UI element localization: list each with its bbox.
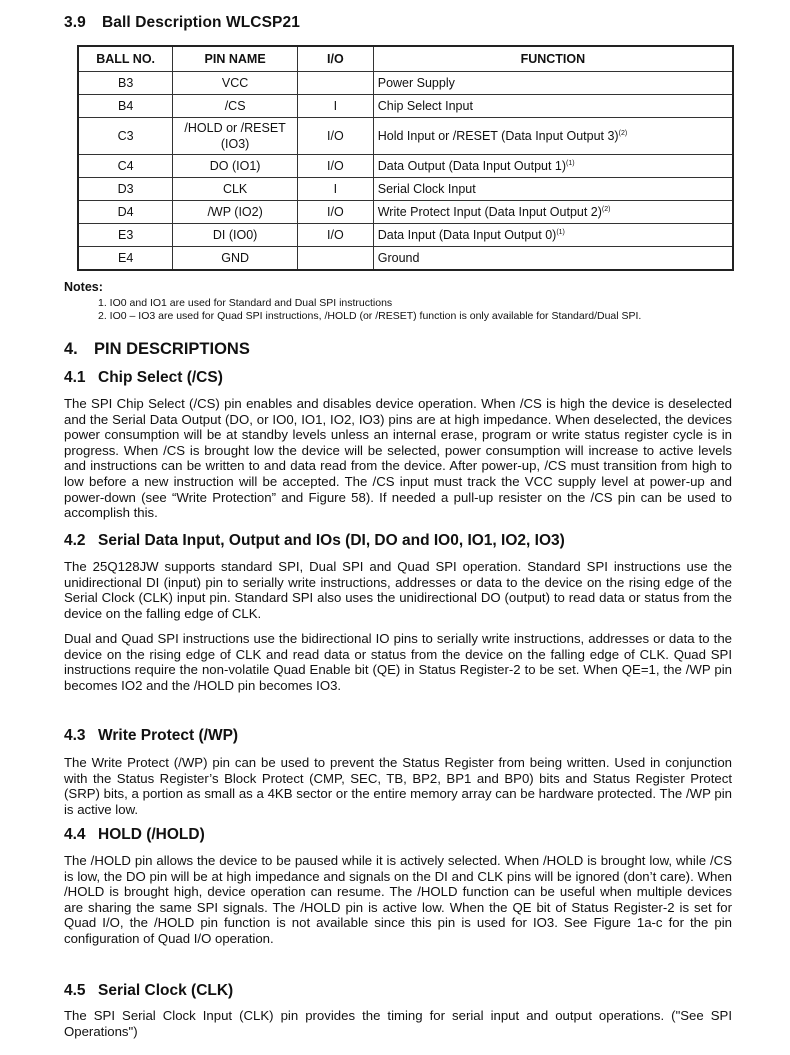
section-number: 4.3: [64, 727, 86, 744]
section-4-1-heading: [64, 369, 223, 387]
section-number: 3.9: [64, 14, 86, 31]
function-cell: [373, 72, 733, 95]
ball-cell: D3: [78, 178, 173, 201]
footnote-ref: (2): [601, 205, 611, 213]
table-row: [78, 95, 733, 118]
note-item: 1. IO0 and IO1 are used for Standard and Dual SPI instructions: [98, 297, 393, 309]
io-cell: I: [297, 178, 373, 201]
function-text: Power Supply: [377, 76, 455, 90]
paragraph-serial-clock: The SPI Serial Clock Input (CLK) pin provides the timing for serial input and output operations. ("See SPI Operations"): [64, 1008, 732, 1039]
ball-cell: D4: [78, 201, 173, 224]
paragraph-serial-data-2: Dual and Quad SPI instructions use the bidirectional IO pins to serially write instructions, addresses or data to the device on the rising edge of CLK and read data or status from the device on the falling edge of CLK. Quad SPI instructions require the non-volatile Quad Enable bit (QE) in Status Register-2 to be set. When QE=1, the /WP pin becomes IO2 and the /HOLD pin becomes IO3.: [64, 631, 732, 693]
note-item: 2. IO0 – IO3 are used for Quad SPI instructions, /HOLD (or /RESET) function is only available for Standard/Dual SPI.: [98, 309, 642, 322]
pin-cell: CLK: [173, 178, 298, 201]
io-cell: [297, 247, 373, 271]
section-4-heading: [64, 340, 250, 359]
section-4-2-heading: [64, 532, 565, 550]
section-title: Serial Data Input, Output and IOs (DI, DO and IO0, IO1, IO2, IO3): [98, 532, 565, 549]
section-number: 4.5: [64, 982, 86, 999]
io-cell: I: [297, 95, 373, 118]
io-cell: I/O: [297, 118, 373, 155]
function-cell: [373, 155, 733, 178]
table-row: [78, 72, 733, 95]
table-header-row: [78, 46, 733, 72]
header-io: I/O: [297, 46, 373, 72]
function-cell: [373, 247, 733, 271]
function-cell: [373, 224, 733, 247]
table-row: [78, 155, 733, 178]
function-text: Data Output (Data Input Output 1): [377, 159, 567, 173]
paragraph-serial-data-1: The 25Q128JW supports standard SPI, Dual SPI and Quad SPI operation. Standard SPI instructions use the unidirectional DI (input) pin to serially write instructions, addresses or data to the device on the rising edge of the Serial Clock (CLK) input pin. Standard SPI also uses the unidirectional DO (output) to read data or status from the device on the falling edge of CLK.: [64, 559, 732, 621]
pin-cell: /WP (IO2): [173, 201, 298, 224]
paragraph-write-protect: The Write Protect (/WP) pin can be used to prevent the Status Register from being written. Used in conjunction with the Status Register’s Block Protect (CMP, SEC, TB, BP2, BP1 and BP0) bits and Status Register Protect (SRP) bits, a portion as small as a 4KB sector or the entire memory array can be hardware protected. The /WP pin is active low.: [64, 755, 732, 817]
table-row: [78, 247, 733, 271]
ball-cell: E4: [78, 247, 173, 271]
function-cell: [373, 178, 733, 201]
footnote-ref: (1): [566, 159, 575, 167]
section-number: 4.: [64, 340, 78, 358]
io-cell: I/O: [297, 224, 373, 247]
table-row: [78, 178, 733, 201]
pin-cell: /CS: [173, 95, 298, 118]
function-cell: [373, 201, 733, 224]
ball-cell: C4: [78, 155, 173, 178]
section-title: Serial Clock (CLK): [98, 982, 234, 999]
io-cell: I/O: [297, 155, 373, 178]
function-cell: [373, 95, 733, 118]
pin-cell: GND: [173, 247, 298, 271]
section-number: 4.4: [64, 826, 86, 843]
notes-list: [98, 297, 641, 322]
footnote-ref: (2): [618, 129, 628, 137]
footnote-ref: (1): [556, 228, 565, 236]
section-4-5-heading: [64, 982, 233, 1000]
paragraph-chip-select: The SPI Chip Select (/CS) pin enables and disables device operation. When /CS is high the device is deselected and the Serial Data Output (DO, or IO0, IO1, IO2, IO3) pins are at high impedance. When deselected, the devices power consumption will be at standby levels unless an internal erase, program or write status register cycle is in progress. When /CS is brought low the device will be selected, power consumption will increase to active levels and instructions can be written to and data read from the device. After power-up, /CS must transition from high to low before a new instruction will be accepted. The /CS input must track the VCC supply level at power-up and power-down (see “Write Protection” and Figure 58). If needed a pull-up resister on the /CS pin can be used to accomplish this.: [64, 396, 732, 521]
notes-label: Notes:: [64, 280, 103, 294]
section-title: Write Protect (/WP): [98, 727, 239, 744]
function-text: Data Input (Data Input Output 0): [377, 228, 557, 242]
function-text: Chip Select Input: [377, 99, 473, 113]
pin-cell: VCC: [173, 72, 298, 95]
io-cell: I/O: [297, 201, 373, 224]
ball-cell: B3: [78, 72, 173, 95]
section-title: HOLD (/HOLD): [98, 826, 205, 843]
ball-description-table: [77, 45, 734, 271]
function-cell: [373, 118, 733, 155]
section-title: PIN DESCRIPTIONS: [94, 340, 250, 358]
ball-cell: B4: [78, 95, 173, 118]
section-number: 4.2: [64, 532, 86, 549]
section-4-4-heading: [64, 826, 205, 844]
header-pin-name: PIN NAME: [173, 46, 298, 72]
pin-cell: DI (IO0): [173, 224, 298, 247]
header-ball-no: BALL NO.: [78, 46, 173, 72]
pin-cell: DO (IO1): [173, 155, 298, 178]
section-title: Chip Select (/CS): [98, 369, 223, 386]
io-cell: [297, 72, 373, 95]
function-text: Serial Clock Input: [377, 182, 476, 196]
section-title: Ball Description WLCSP21: [102, 14, 300, 31]
function-text: Ground: [377, 251, 420, 265]
section-3-9-heading: [64, 14, 300, 32]
paragraph-hold: The /HOLD pin allows the device to be paused while it is actively selected. When /HOLD is brought low, while /CS is low, the DO pin will be at high impedance and signals on the DI and CLK pins will be ignored (don’t care). When /HOLD is brought high, device operation can resume. The /HOLD function can be useful when multiple devices are sharing the same SPI signals. The /HOLD pin is active low. When the QE bit of Status Register-2 is set for Quad I/O, the /HOLD pin function is not available since this pin is used for IO3. See Figure 1a-c for the pin configuration of Quad I/O operation.: [64, 853, 732, 946]
table-row: [78, 224, 733, 247]
table-row: [78, 118, 733, 155]
table-row: [78, 201, 733, 224]
function-text: Hold Input or /RESET (Data Input Output 3): [377, 129, 619, 143]
pin-cell: /HOLD or /RESET (IO3): [173, 118, 298, 155]
section-number: 4.1: [64, 369, 86, 386]
ball-cell: E3: [78, 224, 173, 247]
ball-cell: C3: [78, 118, 173, 155]
header-function: FUNCTION: [373, 46, 733, 72]
section-4-3-heading: [64, 727, 238, 745]
function-text: Write Protect Input (Data Input Output 2): [377, 205, 602, 219]
